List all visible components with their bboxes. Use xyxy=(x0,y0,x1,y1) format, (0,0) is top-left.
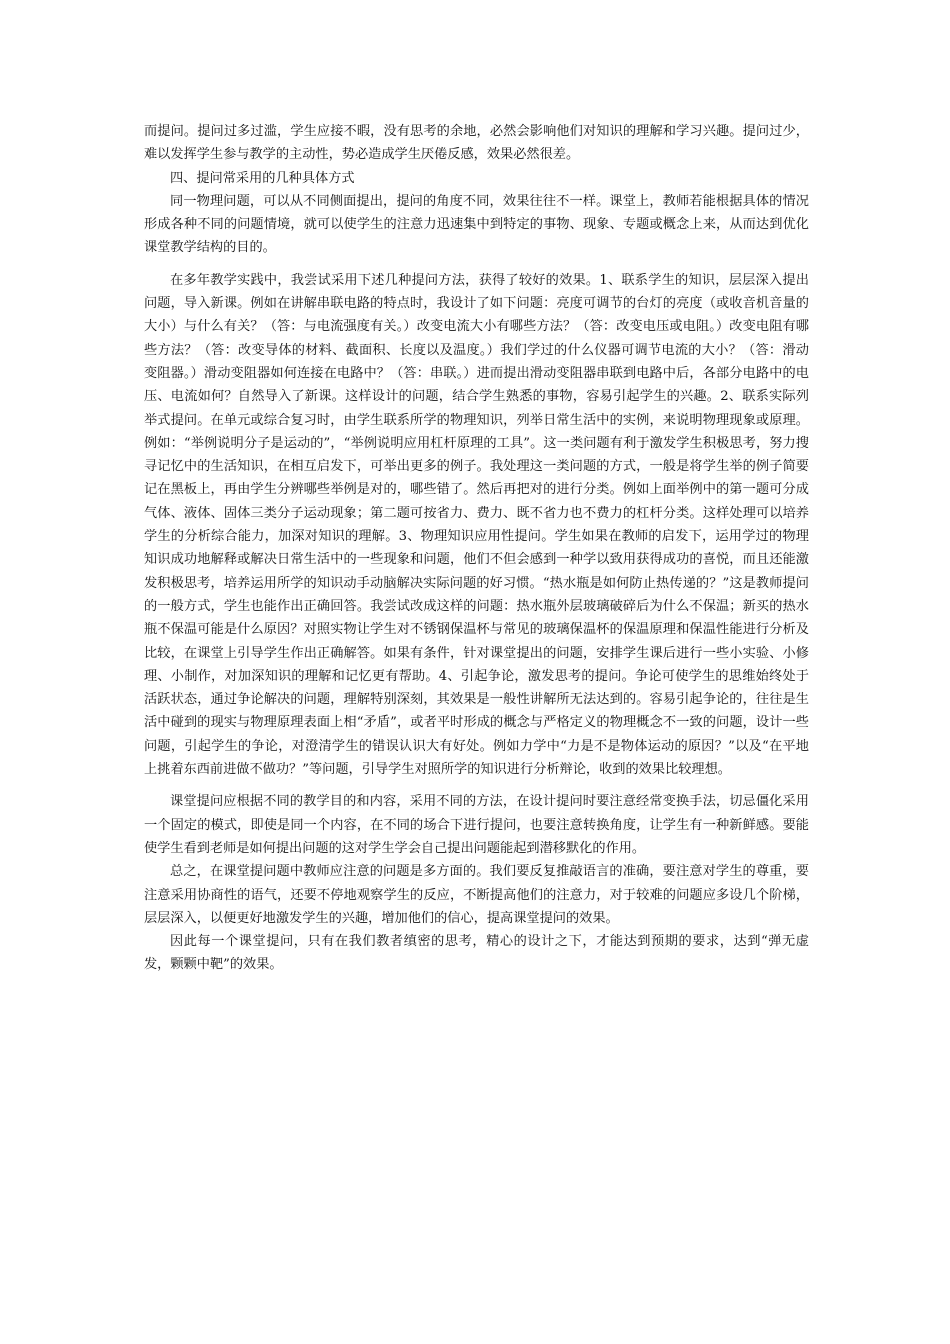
section-heading: 四、提问常采用的几种具体方式 xyxy=(170,170,355,186)
paragraph-methods: 在多年教学实践中，我尝试采用下述几种提问方法，获得了较好的效果。1、联系学生的知识，层层深入提出问题，导入新课。例如在讲解串联电路的特点时，我设计了如下问题：亮度可调节的台灯的亮度（或收音机音量的大小）与什么有关？（答：与电流强度有关。）改变电流大小有哪些方法？（答：改变电压或电阻。）改变电阻有哪些方法？（答：改变导体的材料、截面积、长度以及温度。）我们学过的什么仪器可调节电流的大小？（答：滑动变阻器。）滑动变阻器如何连接在电路中？（答：串联。）进而提出滑动变阻器串联到电路中后，各部分电路中的电压、电流如何？自然导入了新课。这样设计的问题，结合学生熟悉的事物，容易引起学生的兴趣。2、联系实际列举式提问。在单元或综合复习时，由学生联系所学的物理知识，列举日常生活中的实例，来说明物理现象或原理。例如：“举例说明分子是运动的”，“举例说明应用杠杆原理的工具”。这一类问题有利于激发学生积极思考，努力搜寻记忆中的生活知识，在相互启发下，可举出更多的例子。我处理这一类问题的方式，一般是将学生举的例子简要记在黑板上，再由学生分辨哪些举例是对的，哪些错了。然后再把对的进行分类。例如上面举例中的第一题可分成气体、液体、固体三类分子运动现象；第二题可按省力、费力、既不省力也不费力的杠杆分类。这样处理可以培养学生的分析综合能力，加深对知识的理解。3、物理知识应用性提问。学生如果在教师的启发下，运用学过的物理知识成功地解释或解决日常生活中的一些现象和问题，他们不但会感到一种学以致用获得成功的喜悦，而且还能激发积极思考，培养运用所学的知识动手动脑解决实际问题的好习惯。“热水瓶是如何防止热传递的？”这是教师提问的一般方式，学生也能作出正确回答。我尝试改成这样的问题：热水瓶外层玻璃破碎后为什么不保温；新买的热水瓶不保温可能是什么原因？对照实物让学生对不锈钢保温杯与常见的玻璃保温杯的保温原理和保温性能进行分析及比较，在课堂上引导学生作出正确解答。如果有条件，针对课堂提出的问题，安排学生课后进行一些小实验、小修理、小制作，对加深知识的理解和记忆更有帮助。4、引起争论，激发思考的提问。争论可使学生的思维始终处于活跃状态，通过争论解决的问题，理解特别深刻，其效果是一般性讲解所无法达到的。容易引起争论的，往往是生活中碰到的现实与物理原理表面上相“矛盾”，或者平时形成的概念与严格定义的物理概念不一致的问题，设计一些问题，引起学生的争论，对澄清学生的错误认识大有好处。例如力学中“力是不是物体运动的原因？”以及“在平地上挑着东西前进做不做功？”等问题，引导学生对照所学的知识进行分析辩论，收到的效果比较理想。 xyxy=(144,272,809,778)
document-body xyxy=(144,120,809,977)
paragraph-continuation: 而提问。提问过多过滥，学生应接不暇，没有思考的余地，必然会影响他们对知识的理解和学习兴趣。提问过少，难以发挥学生参与教学的主动性，势必造成学生厌倦反感，效果必然很差。 xyxy=(144,124,809,163)
paragraph-intro: 同一物理问题，可以从不同侧面提出，提问的角度不同，效果往往不一样。课堂上，教师若能根据具体的情况形成各种不同的问题情境，就可以使学生的注意力迅速集中到特定的事物、现象、专题或概念上来，从而达到优化课堂教学结构的目的。 xyxy=(144,193,809,256)
paragraph-summary: 总之，在课堂提问题中教师应注意的问题是多方面的。我们要反复推敲语言的准确，要注意对学生的尊重，要注意采用协商性的语气，还要不停地观察学生的反应，不断提高他们的注意力，对于较难的问题应多设几个阶梯，层层深入，以便更好地激发学生的兴趣，增加他们的信心，提高课堂提问的效果。 xyxy=(144,864,809,926)
paragraph-conclusion: 因此每一个课堂提问，只有在我们教者缜密的思考，精心的设计之下，才能达到预期的要求，达到“弹无虚发，颗颗中靶”的效果。 xyxy=(144,934,809,973)
paragraph-variation: 课堂提问应根据不同的教学目的和内容，采用不同的方法，在设计提问时要注意经常变换手法，切忌僵化采用一个固定的模式，即使是同一个内容，在不同的场合下进行提问，也要注意转换角度，让学生有一种新鲜感。要能使学生看到老师是如何提出问题的这对学生学会自己提出问题能起到潜移默化的作用。 xyxy=(144,794,809,856)
